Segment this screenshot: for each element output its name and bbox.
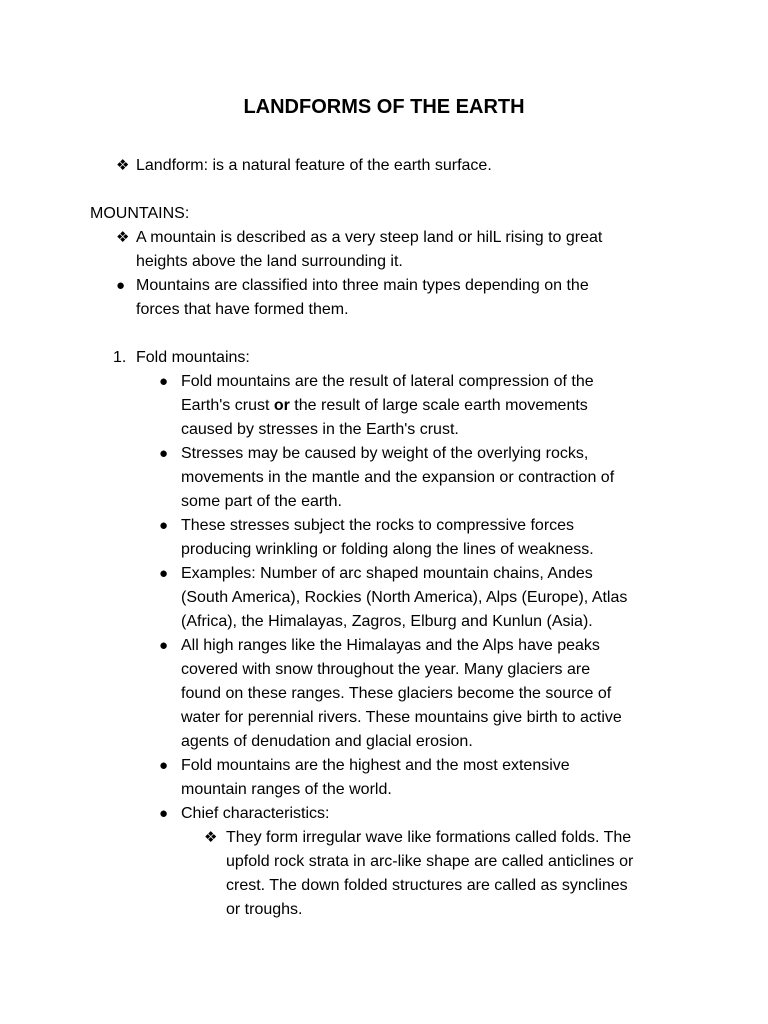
dot-bullet-icon: ● xyxy=(159,637,169,654)
dot-bullet-icon: ● xyxy=(159,565,169,582)
fold-bullet-chief-characteristics: Chief characteristics: xyxy=(181,805,330,822)
section-heading-mountains: MOUNTAINS: xyxy=(90,205,190,222)
page-title: LANDFORMS OF THE EARTH xyxy=(243,96,525,118)
mountain-classification: Mountains are classified into three main types depending on the forces that have formed them. xyxy=(136,277,589,318)
diamond-bullet-icon: ❖ xyxy=(116,229,130,246)
dot-bullet-icon: ● xyxy=(159,517,169,534)
fold-bullet-stresses: Stresses may be caused by weight of the overlying rocks, movements in the mantle and the expansion or contraction of some part of the earth. xyxy=(181,445,615,510)
dot-bullet-icon: ● xyxy=(116,277,126,294)
fold-bullet-compressive-forces: These stresses subject the rocks to compressive forces producing wrinkling or folding along the lines of weakness. xyxy=(181,517,594,558)
fold-bullet-highest: Fold mountains are the highest and the most extensive mountain ranges of the world. xyxy=(181,757,570,798)
dot-bullet-icon: ● xyxy=(159,757,169,774)
dot-bullet-icon: ● xyxy=(159,805,169,822)
fold-bullet-glaciers: All high ranges like the Himalayas and the Alps have peaks covered with snow throughout the year. Many glaciers are found on these ranges. These glaciers become the source of water for perennial rivers. These mountains give birth to active agents of denudation and glacial erosion. xyxy=(181,637,622,750)
dot-bullet-icon: ● xyxy=(159,445,169,462)
subsection-heading-fold-mountains: Fold mountains: xyxy=(136,349,250,366)
emphasis-or: or xyxy=(273,397,290,414)
diamond-bullet-icon: ❖ xyxy=(204,829,218,846)
dot-bullet-icon: ● xyxy=(159,373,169,390)
diamond-bullet-icon: ❖ xyxy=(116,157,130,174)
fold-bullet-formation: Fold mountains are the result of lateral compression of the Earth's crust or the result of large scale earth movements caused by stresses in the Earth's crust. xyxy=(181,373,594,438)
fold-bullet-examples: Examples: Number of arc shaped mountain chains, Andes (South America), Rockies (North America), Alps (Europe), Atlas (Africa), the Himalayas, Zagros, Elburg and Kunlun (Asia). xyxy=(181,565,628,630)
mountain-definition: A mountain is described as a very steep land or hilL rising to great heights above the land surrounding it. xyxy=(136,229,603,270)
characteristic-folds: They form irregular wave like formations called folds. The upfold rock strata in arc-like shape are called anticlines or crest. The down folded structures are called as synclines or troughs. xyxy=(226,829,634,918)
intro-definition: Landform: is a natural feature of the earth surface. xyxy=(136,157,492,174)
list-number: 1. xyxy=(113,349,127,366)
